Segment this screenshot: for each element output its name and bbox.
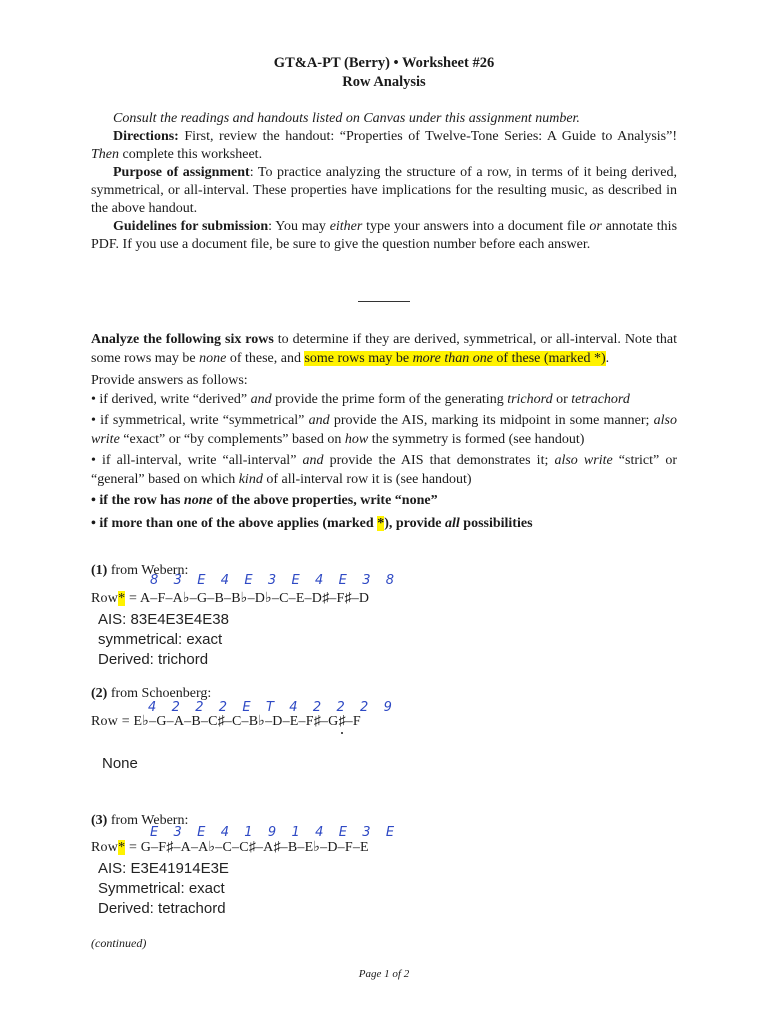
answer-line: symmetrical: exact bbox=[98, 631, 223, 648]
row-2: Row = E♭–G–A–B–C♯–C–B♭–D–E–F♯–G♯–F bbox=[91, 714, 361, 729]
handwritten-intervals-1: 8 3 E 4 E 3 E 4 E 3 8 bbox=[150, 573, 400, 588]
purpose-paragraph: Purpose of assignment: To practice analyzing the structure of a row, in terms of it being derived, symmetrical, or all-interval. These properties have implications for the resulting music, as described in the above handout. bbox=[91, 165, 677, 216]
analyze-paragraph: Analyze the following six rows to determine if they are derived, symmetrical, or all-interval. Note that some rows may be none of these, and some rows may be more than one of these (marked *). bbox=[91, 332, 677, 366]
answer-1 bbox=[98, 610, 229, 670]
answer-line: Symmetrical: exact bbox=[98, 880, 225, 897]
worksheet-header bbox=[0, 54, 768, 92]
guidelines-paragraph: Guidelines for submission: You may either type your answers into a document file or annotate this PDF. If you use a document file, be sure to give the question number before each answer. bbox=[91, 219, 678, 252]
star-marker: * bbox=[118, 591, 126, 606]
section-divider bbox=[358, 301, 410, 302]
continued-note: (continued) bbox=[91, 936, 147, 950]
highlighted-note: some rows may be more than one of these (marked *) bbox=[304, 351, 606, 366]
answer-line: AIS: E3E41914E3E bbox=[98, 860, 229, 877]
answer-line: None bbox=[102, 755, 138, 772]
handwritten-intervals-3: E 3 E 4 1 9 1 4 E 3 E bbox=[150, 825, 400, 840]
handwritten-intervals-2: 4 2 2 2 E T 4 2 2 2 9 bbox=[148, 700, 398, 715]
row-1: Row* = A–F–A♭–G–B–B♭–D♭–C–E–D♯–F♯–D bbox=[91, 591, 370, 606]
row-3: Row* = G–F♯–A–A♭–C–C♯–A♯–B–E♭–D–F–E bbox=[91, 840, 369, 855]
header-title: GT&A-PT (Berry) • Worksheet #26 bbox=[273, 55, 495, 71]
page-number: Page 1 of 2 bbox=[358, 968, 410, 980]
star-marker: * bbox=[118, 840, 126, 855]
bullet-derived: • if derived, write “derived” and provide the prime form of the generating trichord or tetrachord bbox=[91, 392, 630, 407]
bullet-symmetrical: • if symmetrical, write “symmetrical” and provide the AIS, marking its midpoint in some manner; also write “exact” or “by complements” based on how the symmetry is formed (see handout) bbox=[91, 413, 677, 447]
consult-note: Consult the readings and handouts listed on Canvas under this assignment number. bbox=[113, 111, 580, 126]
directions-paragraph: Directions: First, review the handout: “Properties of Twelve-Tone Series: A Guide to Analysis”! Then complete this worksheet. bbox=[91, 129, 677, 162]
answer-3 bbox=[98, 859, 229, 919]
instructions-section bbox=[91, 330, 677, 535]
header-subtitle: Row Analysis bbox=[342, 74, 426, 90]
pencil-mark bbox=[341, 732, 343, 734]
answer-2 bbox=[102, 754, 138, 774]
question-1-label: (1) from Webern: bbox=[91, 563, 189, 578]
bullet-all-interval: • if all-interval, write “all-interval” and provide the AIS that demonstrates it; also write “strict” or “general” based on which kind of all-interval row it is (see handout) bbox=[91, 453, 678, 487]
provide-line: Provide answers as follows: bbox=[91, 373, 248, 388]
bullet-none: • if the row has none of the above properties, write “none” bbox=[91, 493, 438, 508]
question-2-label: (2) from Schoenberg: bbox=[91, 686, 212, 701]
answer-line: Derived: trichord bbox=[98, 651, 209, 668]
answer-line: Derived: tetrachord bbox=[98, 900, 226, 917]
answer-line: AIS: 83E4E3E4E38 bbox=[98, 611, 229, 628]
bullet-multiple: • if more than one of the above applies (marked *), provide all possibilities bbox=[91, 516, 533, 531]
intro-section bbox=[91, 110, 677, 254]
question-3-label: (3) from Webern: bbox=[91, 813, 189, 828]
